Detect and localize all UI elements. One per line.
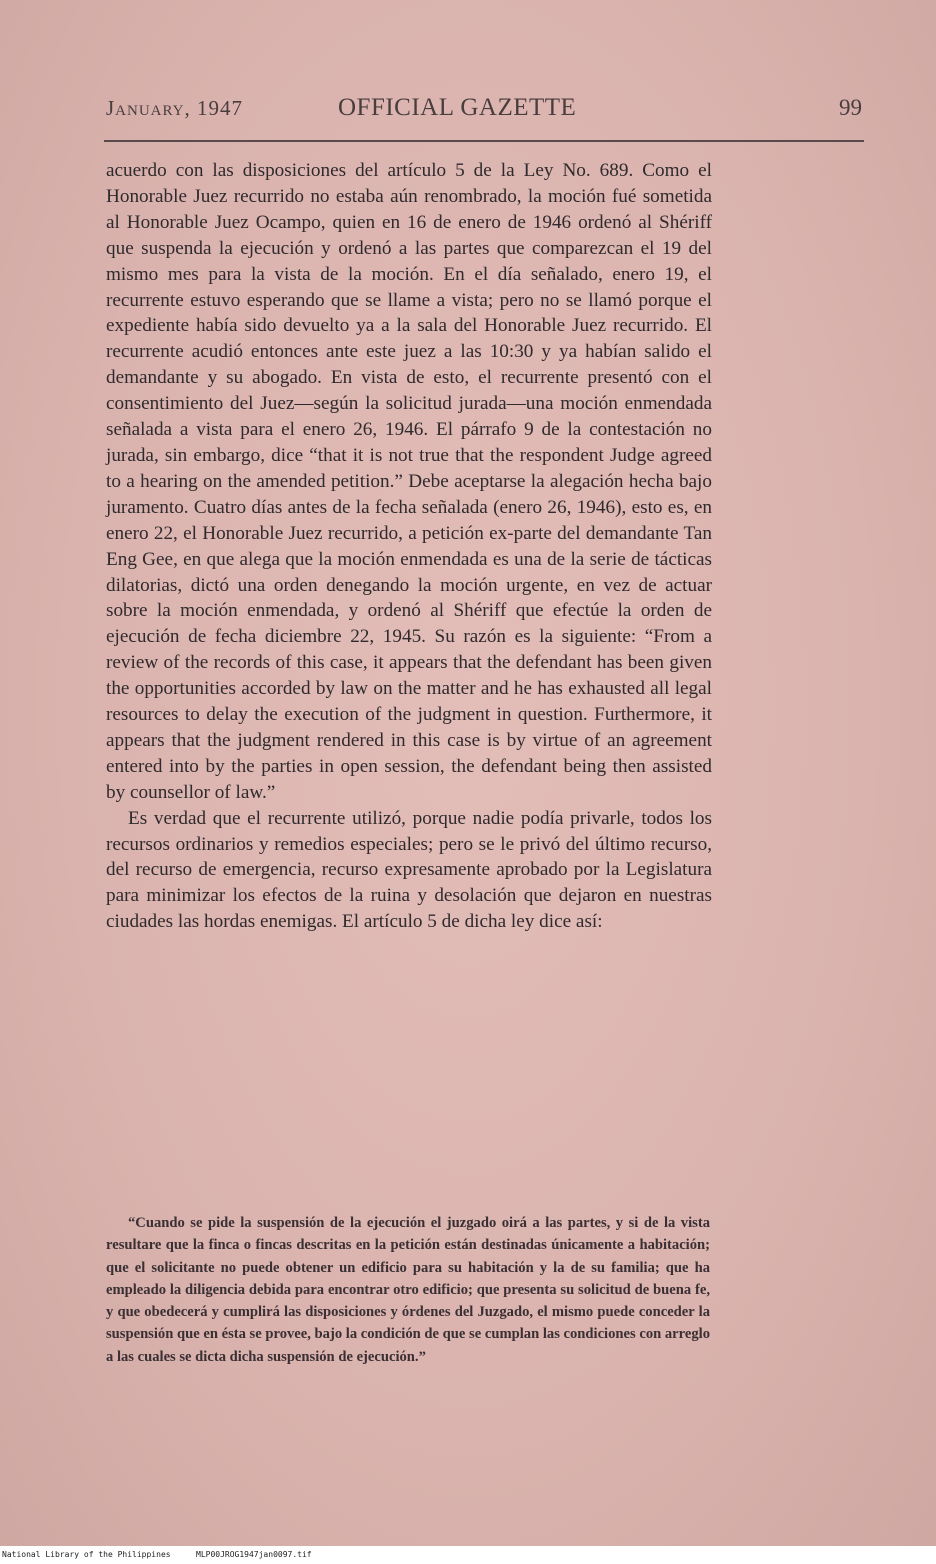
body-text — [106, 158, 712, 935]
scan-footer — [0, 1546, 936, 1564]
publication-title: OFFICIAL GAZETTE — [338, 94, 577, 121]
header-date: January, 1947 — [106, 96, 244, 120]
paragraph-continued: acuerdo con las disposiciones del artículo 5 de la Ley No. 689. Como el Honorable Juez recurrido no estaba aún renombrado, la moción fué sometida al Honorable Juez Ocampo, quien en 16 de enero de 1946 ordenó al Shériff que suspenda la ejecución y ordenó a las partes que comparezcan el 19 del mismo mes para la vista de la moción. En el día señalado, enero 19, el recurrente estuvo esperando que se llame a vista; pero no se llamó porque el expediente había sido devuelto ya a la sala del Honorable Juez recurrido. El recurrente acudió entonces ante este juez a las 10:30 y ya habían salido el demandante y su abogado. En vista de esto, el recurrente presentó con el consentimiento del Juez—según la solicitud jurada—una moción enmendada señalada a vista para el enero 26, 1946. El párrafo 9 de la contestación no jurada, sin embargo, dice “that it is not true that the respondent Judge agreed to a hearing on the amended petition.” Debe aceptarse la alegación hecha bajo juramento. Cuatro días antes de la fecha señalada (enero 26, 1946), esto es, en enero 22, el Honorable Juez recurrido, a petición ex-parte del demandante Tan Eng Gee, en que alega que la moción enmendada es una de la serie de tácticas dilatorias, dictó una orden denegando la moción urgente, en vez de actuar sobre la moción enmendada, y ordenó al Shériff que efectúe la orden de ejecución de fecha diciembre 22, 1945. Su razón es la siguiente: “From a review of the records of this case, it appears that the defendant has been given the opportunities accorded by law on the matter and he has exhausted all legal resources to delay the execution of the judgment in question. Furthermore, it appears that the judgment rendered in this case is by virtue of an agreement entered into by the parties in open session, the defendant being then assisted by counsellor of law.” — [106, 160, 712, 803]
header-rule — [104, 140, 864, 142]
paragraph: Es verdad que el recurrente utilizó, porque nadie podía privarle, todos los recursos ordinarios y remedios especiales; pero se le privó del último recurso, del recurso de emergencia, recurso expresamente aprobado por la Legislatura para minimizar los efectos de la ruina y desolación que dejaron en nuestras ciudades las hordas enemigas. El artículo 5 de dicha ley dice así: — [106, 807, 712, 933]
footer-source: National Library of the Philippines — [2, 1550, 171, 1559]
block-quote: “Cuando se pide la suspensión de la ejecución el juzgado oirá a las partes, y si de la vista resultare que la finca o fincas descritas en la petición están destinadas únicamente a habitación; que el solicitante no puede obtener un edificio para su habitación y la de su familia; que ha empleado la diligencia debida para encontrar otro edificio; que presenta su solicitud de buena fe, y que obedecerá y cumplirá las disposiciones y órdenes del Juzgado, el mismo puede conceder la suspensión que en ésta se provee, bajo la condición de que se cumplan las condiciones con arreglo a las cuales se dicta dicha suspensión de ejecución.” — [106, 1215, 710, 1365]
footer-file-id: MLP00JROG1947jan0097.tif — [196, 1550, 312, 1559]
running-header — [106, 96, 862, 128]
page-number: 99 — [839, 95, 862, 120]
